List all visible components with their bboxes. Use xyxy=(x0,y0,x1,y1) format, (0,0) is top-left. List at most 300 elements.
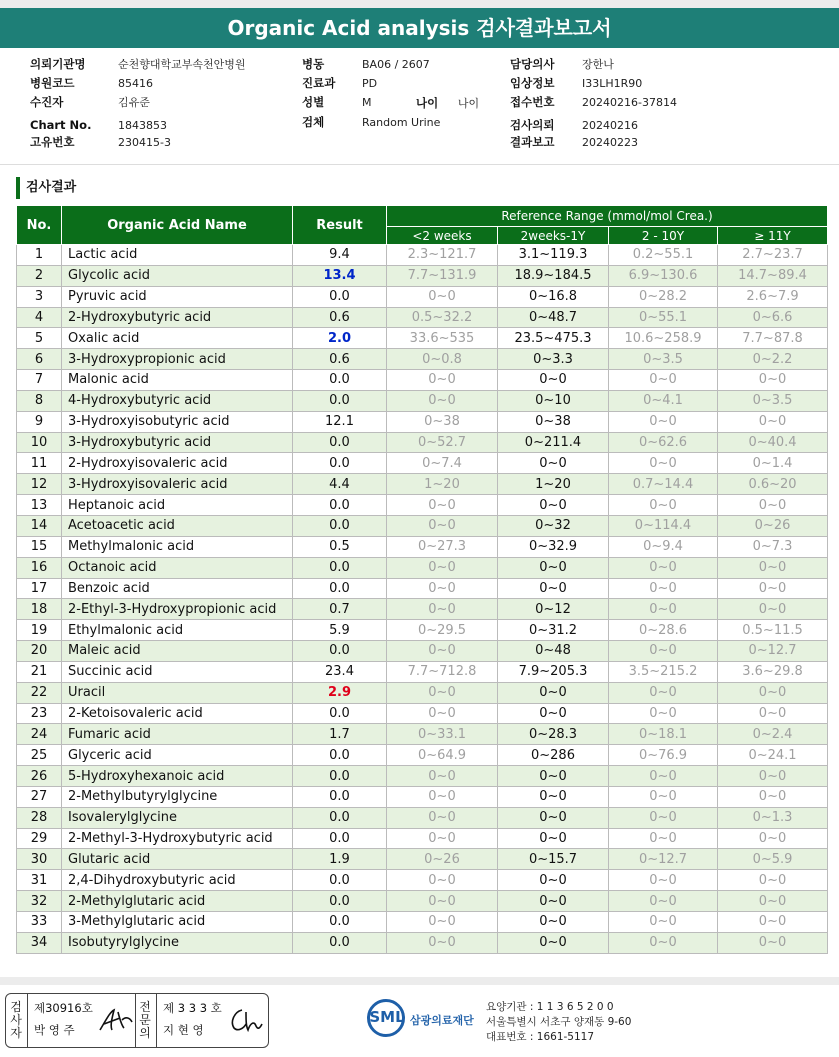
ref-2weeks-1y: 0~0 xyxy=(498,891,609,912)
ref-2-10y: 0~0 xyxy=(609,411,718,432)
ref-2weeks-1y: 0~0 xyxy=(498,807,609,828)
ref-lt-2-weeks: 33.6~535 xyxy=(387,328,498,349)
row-no: 4 xyxy=(17,307,62,328)
ref-lt-2-weeks: 0~0 xyxy=(387,578,498,599)
ref-lt-2-weeks: 0~0 xyxy=(387,557,498,578)
info-value: 20240223 xyxy=(582,136,638,149)
ref-ge-11y: 0~26 xyxy=(718,515,828,536)
row-no: 16 xyxy=(17,557,62,578)
ref-2weeks-1y: 0~0 xyxy=(498,370,609,391)
logo-text: SML xyxy=(369,1008,405,1026)
result-value: 0.0 xyxy=(293,557,387,578)
ref-2-10y: 0~0 xyxy=(609,828,718,849)
ref-2weeks-1y: 0~0 xyxy=(498,578,609,599)
ref-2weeks-1y: 0~0 xyxy=(498,828,609,849)
result-value: 9.4 xyxy=(293,245,387,266)
ref-ge-11y: 0~0 xyxy=(718,495,828,516)
acid-name: 2-Hydroxyisovaleric acid xyxy=(62,453,293,474)
divider xyxy=(27,994,28,1047)
result-value: 2.0 xyxy=(293,328,387,349)
specialist-label: 전문의 xyxy=(139,1000,151,1040)
result-value: 0.5 xyxy=(293,536,387,557)
info-label: 담당의사 xyxy=(510,57,555,71)
organization-info xyxy=(486,1000,631,1045)
acid-name: Lactic acid xyxy=(62,245,293,266)
ref-ge-11y: 0~0 xyxy=(718,870,828,891)
ref-ge-11y: 0~2.4 xyxy=(718,724,828,745)
ref-2weeks-1y: 0~0 xyxy=(498,870,609,891)
ref-2-10y: 3.5~215.2 xyxy=(609,661,718,682)
table-row xyxy=(17,661,828,682)
ref-lt-2-weeks: 0~0 xyxy=(387,786,498,807)
acid-name: 2-Methylglutaric acid xyxy=(62,891,293,912)
row-no: 25 xyxy=(17,745,62,766)
row-no: 1 xyxy=(17,245,62,266)
ref-ge-11y: 0~6.6 xyxy=(718,307,828,328)
ref-2weeks-1y: 0~0 xyxy=(498,703,609,724)
acid-name: 3-Hydroxyisovaleric acid xyxy=(62,474,293,495)
age-field xyxy=(416,94,506,114)
info-value: PD xyxy=(362,77,378,90)
ref-ge-11y: 7.7~87.8 xyxy=(718,328,828,349)
ref-ge-11y: 0~1.4 xyxy=(718,453,828,474)
ref-2weeks-1y: 0~32.9 xyxy=(498,536,609,557)
ref-ge-11y: 0~5.9 xyxy=(718,849,828,870)
ref-2-10y: 0~76.9 xyxy=(609,745,718,766)
table-row xyxy=(17,599,828,620)
inspector-name: 박 영 주 xyxy=(34,1023,75,1037)
table-row xyxy=(17,307,828,328)
ref-2weeks-1y: 0~28.3 xyxy=(498,724,609,745)
row-no: 11 xyxy=(17,453,62,474)
result-value: 0.0 xyxy=(293,891,387,912)
table-row xyxy=(17,682,828,703)
ref-lt-2-weeks: 0~0 xyxy=(387,703,498,724)
acid-name: Uracil xyxy=(62,682,293,703)
acid-name: Isovalerylglycine xyxy=(62,807,293,828)
info-value: I33LH1R90 xyxy=(582,77,643,90)
acid-name: Acetoacetic acid xyxy=(62,515,293,536)
inspector-license-no: 제30916호 xyxy=(34,1001,93,1015)
ref-2-10y: 0~0 xyxy=(609,557,718,578)
row-no: 32 xyxy=(17,891,62,912)
ref-2-10y: 0~0 xyxy=(609,807,718,828)
ref-2-10y: 0~0 xyxy=(609,870,718,891)
ref-lt-2-weeks: 0~0 xyxy=(387,891,498,912)
row-no: 20 xyxy=(17,641,62,662)
ref-ge-11y: 0~24.1 xyxy=(718,745,828,766)
ref-ge-11y: 0~1.3 xyxy=(718,807,828,828)
table-row xyxy=(17,411,828,432)
result-value: 0.0 xyxy=(293,286,387,307)
ref-2weeks-1y: 0~286 xyxy=(498,745,609,766)
ref-2weeks-1y: 1~20 xyxy=(498,474,609,495)
ref-2weeks-1y: 0~0 xyxy=(498,932,609,953)
ref-ge-11y: 0~0 xyxy=(718,411,828,432)
ref-2weeks-1y: 0~16.8 xyxy=(498,286,609,307)
row-no: 31 xyxy=(17,870,62,891)
ref-ge-11y: 2.6~7.9 xyxy=(718,286,828,307)
info-label: 검체 xyxy=(302,115,325,129)
acid-name: Fumaric acid xyxy=(62,724,293,745)
row-no: 27 xyxy=(17,786,62,807)
ref-2weeks-1y: 0~0 xyxy=(498,786,609,807)
ref-2-10y: 10.6~258.9 xyxy=(609,328,718,349)
table-row xyxy=(17,536,828,557)
info-label: 성별 xyxy=(302,95,325,109)
table-row xyxy=(17,557,828,578)
ref-2-10y: 0~18.1 xyxy=(609,724,718,745)
ref-lt-2-weeks: 0~0 xyxy=(387,286,498,307)
row-no: 9 xyxy=(17,411,62,432)
acid-name: 3-Hydroxyisobutyric acid xyxy=(62,411,293,432)
ref-ge-11y: 0~2.2 xyxy=(718,349,828,370)
logo-org-name: 삼광의료재단 xyxy=(410,1014,474,1027)
ref-2weeks-1y: 0~0 xyxy=(498,766,609,787)
result-value: 12.1 xyxy=(293,411,387,432)
result-value: 0.0 xyxy=(293,390,387,411)
table-row xyxy=(17,495,828,516)
specialist-name: 지 현 영 xyxy=(163,1023,204,1037)
table-row xyxy=(17,432,828,453)
ref-ge-11y: 0~0 xyxy=(718,557,828,578)
ref-2-10y: 0.2~55.1 xyxy=(609,245,718,266)
table-row xyxy=(17,891,828,912)
row-no: 10 xyxy=(17,432,62,453)
table-row xyxy=(17,328,828,349)
ref-2-10y: 0~0 xyxy=(609,370,718,391)
row-no: 5 xyxy=(17,328,62,349)
ref-2weeks-1y: 3.1~119.3 xyxy=(498,245,609,266)
header-ref-2weeks-1y: 2weeks-1Y xyxy=(498,227,609,245)
result-value: 0.0 xyxy=(293,495,387,516)
ref-lt-2-weeks: 0~26 xyxy=(387,849,498,870)
ref-lt-2-weeks: 0~0 xyxy=(387,390,498,411)
table-row xyxy=(17,849,828,870)
ref-2-10y: 0~0 xyxy=(609,703,718,724)
ref-2weeks-1y: 0~10 xyxy=(498,390,609,411)
ref-ge-11y: 0~0 xyxy=(718,682,828,703)
ref-2weeks-1y: 0~0 xyxy=(498,453,609,474)
table-row xyxy=(17,286,828,307)
ref-2-10y: 0~0 xyxy=(609,912,718,933)
info-label: 고유번호 xyxy=(30,135,75,149)
result-value: 1.7 xyxy=(293,724,387,745)
acid-name: 3-Hydroxypropionic acid xyxy=(62,349,293,370)
ref-2-10y: 0~0 xyxy=(609,599,718,620)
ref-2weeks-1y: 0~211.4 xyxy=(498,432,609,453)
ref-2-10y: 0~0 xyxy=(609,786,718,807)
info-row xyxy=(30,74,246,93)
info-value: 순천향대학교부속천안병원 xyxy=(118,58,246,71)
divider xyxy=(0,164,839,165)
ref-2-10y: 0~62.6 xyxy=(609,432,718,453)
info-row xyxy=(510,116,677,133)
info-column-1 xyxy=(30,55,246,152)
ref-lt-2-weeks: 0~0 xyxy=(387,682,498,703)
acid-name: Maleic acid xyxy=(62,641,293,662)
result-value: 1.9 xyxy=(293,849,387,870)
report-title: Organic Acid analysis 검사결과보고서 xyxy=(0,8,839,48)
row-no: 18 xyxy=(17,599,62,620)
ref-ge-11y: 0~3.5 xyxy=(718,390,828,411)
acid-name: Pyruvic acid xyxy=(62,286,293,307)
ref-lt-2-weeks: 0~0 xyxy=(387,932,498,953)
info-label: 접수번호 xyxy=(510,95,555,109)
row-no: 17 xyxy=(17,578,62,599)
info-value: 230415-3 xyxy=(118,136,171,149)
ref-2weeks-1y: 0~15.7 xyxy=(498,849,609,870)
table-row xyxy=(17,766,828,787)
ref-lt-2-weeks: 0.5~32.2 xyxy=(387,307,498,328)
row-no: 3 xyxy=(17,286,62,307)
acid-name: Glutaric acid xyxy=(62,849,293,870)
inspector-signature xyxy=(98,1006,134,1034)
row-no: 13 xyxy=(17,495,62,516)
info-label: 검사의뢰 xyxy=(510,118,555,132)
ref-ge-11y: 0~0 xyxy=(718,932,828,953)
row-no: 19 xyxy=(17,620,62,641)
ref-2-10y: 0~0 xyxy=(609,495,718,516)
org-line-3: 대표번호 : 1661-5117 xyxy=(486,1031,595,1043)
info-row xyxy=(302,74,440,93)
ref-ge-11y: 0~12.7 xyxy=(718,641,828,662)
header-ref-2-10y: 2 - 10Y xyxy=(609,227,718,245)
ref-2-10y: 0~0 xyxy=(609,891,718,912)
info-label: 임상정보 xyxy=(510,76,555,90)
result-value: 0.0 xyxy=(293,828,387,849)
acid-name: 5-Hydroxyhexanoic acid xyxy=(62,766,293,787)
divider xyxy=(135,994,136,1047)
row-no: 24 xyxy=(17,724,62,745)
table-row xyxy=(17,390,828,411)
ref-lt-2-weeks: 0~33.1 xyxy=(387,724,498,745)
result-value: 0.6 xyxy=(293,307,387,328)
info-row xyxy=(30,116,246,133)
result-value: 4.4 xyxy=(293,474,387,495)
info-label: Chart No. xyxy=(30,118,92,132)
ref-ge-11y: 0~0 xyxy=(718,370,828,391)
acid-name: 2-Methylbutyrylglycine xyxy=(62,786,293,807)
ref-2-10y: 0~0 xyxy=(609,932,718,953)
result-value: 0.0 xyxy=(293,786,387,807)
header-ref-lt-2-weeks: <2 weeks xyxy=(387,227,498,245)
ref-lt-2-weeks: 1~20 xyxy=(387,474,498,495)
specialist-license-no: 제 3 3 3 호 xyxy=(163,1001,222,1015)
info-value: 20240216 xyxy=(582,119,638,132)
ref-ge-11y: 0~0 xyxy=(718,578,828,599)
table-row xyxy=(17,578,828,599)
ref-2-10y: 0.7~14.4 xyxy=(609,474,718,495)
table-row xyxy=(17,912,828,933)
row-no: 2 xyxy=(17,265,62,286)
acid-name: Ethylmalonic acid xyxy=(62,620,293,641)
acid-name: Benzoic acid xyxy=(62,578,293,599)
ref-lt-2-weeks: 0~64.9 xyxy=(387,745,498,766)
ref-lt-2-weeks: 7.7~131.9 xyxy=(387,265,498,286)
acid-name: 3-Hydroxybutyric acid xyxy=(62,432,293,453)
ref-ge-11y: 0~0 xyxy=(718,891,828,912)
ref-2-10y: 0~4.1 xyxy=(609,390,718,411)
ref-lt-2-weeks: 0~27.3 xyxy=(387,536,498,557)
header-reference-range: Reference Range (mmol/mol Crea.) xyxy=(387,206,828,227)
info-value: 1843853 xyxy=(118,119,167,132)
table-row xyxy=(17,828,828,849)
ref-2weeks-1y: 0~31.2 xyxy=(498,620,609,641)
ref-2weeks-1y: 0~12 xyxy=(498,599,609,620)
result-value: 0.0 xyxy=(293,745,387,766)
ref-lt-2-weeks: 0~0 xyxy=(387,870,498,891)
ref-ge-11y: 0~0 xyxy=(718,786,828,807)
info-value: 장한나 xyxy=(582,58,614,71)
table-row xyxy=(17,349,828,370)
result-value: 0.7 xyxy=(293,599,387,620)
row-no: 14 xyxy=(17,515,62,536)
specialist-signature xyxy=(228,1006,264,1034)
section-title: 검사결과 xyxy=(16,177,76,199)
info-row xyxy=(30,93,246,116)
ref-ge-11y: 0.6~20 xyxy=(718,474,828,495)
info-label: 의뢰기관명 xyxy=(30,57,86,71)
result-value: 0.0 xyxy=(293,807,387,828)
result-value: 0.0 xyxy=(293,641,387,662)
info-row xyxy=(30,55,246,74)
table-row xyxy=(17,370,828,391)
header-no: No. xyxy=(17,206,62,245)
ref-2weeks-1y: 0~32 xyxy=(498,515,609,536)
ref-2weeks-1y: 0~0 xyxy=(498,682,609,703)
ref-lt-2-weeks: 0~0 xyxy=(387,495,498,516)
info-value: Random Urine xyxy=(362,116,441,129)
acid-name: 2-Ketoisovaleric acid xyxy=(62,703,293,724)
row-no: 30 xyxy=(17,849,62,870)
result-value: 0.0 xyxy=(293,766,387,787)
ref-ge-11y: 2.7~23.7 xyxy=(718,245,828,266)
ref-2weeks-1y: 7.9~205.3 xyxy=(498,661,609,682)
ref-lt-2-weeks: 0~0 xyxy=(387,515,498,536)
table-row xyxy=(17,515,828,536)
ref-lt-2-weeks: 0~0 xyxy=(387,828,498,849)
results-table xyxy=(16,205,828,954)
results-body xyxy=(17,245,828,954)
ref-2-10y: 0~0 xyxy=(609,766,718,787)
result-value: 0.0 xyxy=(293,515,387,536)
header-ref-ge-11y: ≥ 11Y xyxy=(718,227,828,245)
info-label: 진료과 xyxy=(302,76,336,90)
table-row xyxy=(17,724,828,745)
ref-2-10y: 0~12.7 xyxy=(609,849,718,870)
result-value: 0.0 xyxy=(293,912,387,933)
age-label: 나이 xyxy=(416,96,439,110)
table-row xyxy=(17,870,828,891)
acid-name: Oxalic acid xyxy=(62,328,293,349)
result-value: 0.0 xyxy=(293,453,387,474)
signature-box xyxy=(5,993,269,1048)
result-value: 5.9 xyxy=(293,620,387,641)
header-name: Organic Acid Name xyxy=(62,206,293,245)
table-row xyxy=(17,786,828,807)
ref-2-10y: 6.9~130.6 xyxy=(609,265,718,286)
result-value: 0.0 xyxy=(293,870,387,891)
info-label: 결과보고 xyxy=(510,135,555,149)
info-row xyxy=(30,133,246,152)
age-value: 나이 xyxy=(457,97,480,110)
info-value: 20240216-37814 xyxy=(582,96,677,109)
ref-ge-11y: 0~0 xyxy=(718,599,828,620)
ref-2weeks-1y: 0~48 xyxy=(498,641,609,662)
info-row xyxy=(302,55,440,74)
ref-lt-2-weeks: 0~52.7 xyxy=(387,432,498,453)
header-result: Result xyxy=(293,206,387,245)
info-row xyxy=(302,113,440,132)
table-row xyxy=(17,932,828,953)
ref-2weeks-1y: 0~0 xyxy=(498,557,609,578)
table-row xyxy=(17,265,828,286)
ref-2weeks-1y: 23.5~475.3 xyxy=(498,328,609,349)
acid-name: Isobutyrylglycine xyxy=(62,932,293,953)
ref-2-10y: 0~3.5 xyxy=(609,349,718,370)
org-line-2: 서울특별시 서초구 양재동 9-60 xyxy=(486,1016,632,1028)
table-row xyxy=(17,745,828,766)
ref-ge-11y: 0~0 xyxy=(718,703,828,724)
acid-name: Succinic acid xyxy=(62,661,293,682)
ref-2-10y: 0~0 xyxy=(609,578,718,599)
result-value: 0.0 xyxy=(293,370,387,391)
row-no: 34 xyxy=(17,932,62,953)
info-row xyxy=(510,93,677,116)
ref-lt-2-weeks: 0~0.8 xyxy=(387,349,498,370)
ref-2-10y: 0~114.4 xyxy=(609,515,718,536)
info-label: 병원코드 xyxy=(30,76,75,90)
row-no: 15 xyxy=(17,536,62,557)
info-label: 수진자 xyxy=(30,95,64,109)
row-no: 28 xyxy=(17,807,62,828)
ref-ge-11y: 0~0 xyxy=(718,912,828,933)
ref-2weeks-1y: 0~3.3 xyxy=(498,349,609,370)
ref-ge-11y: 0~7.3 xyxy=(718,536,828,557)
row-no: 33 xyxy=(17,912,62,933)
info-row xyxy=(510,133,677,152)
acid-name: 4-Hydroxybutyric acid xyxy=(62,390,293,411)
info-value: 김유준 xyxy=(118,96,150,109)
table-row xyxy=(17,703,828,724)
info-value: M xyxy=(362,96,372,109)
ref-lt-2-weeks: 0~29.5 xyxy=(387,620,498,641)
ref-lt-2-weeks: 0~7.4 xyxy=(387,453,498,474)
ref-lt-2-weeks: 0~0 xyxy=(387,766,498,787)
ref-2-10y: 0~28.6 xyxy=(609,620,718,641)
row-no: 22 xyxy=(17,682,62,703)
table-row xyxy=(17,474,828,495)
divider xyxy=(156,994,157,1047)
ref-2-10y: 0~0 xyxy=(609,682,718,703)
row-no: 21 xyxy=(17,661,62,682)
ref-lt-2-weeks: 7.7~712.8 xyxy=(387,661,498,682)
table-row xyxy=(17,620,828,641)
ref-2-10y: 0~9.4 xyxy=(609,536,718,557)
ref-lt-2-weeks: 0~0 xyxy=(387,807,498,828)
acid-name: 2-Hydroxybutyric acid xyxy=(62,307,293,328)
table-row xyxy=(17,245,828,266)
row-no: 6 xyxy=(17,349,62,370)
ref-ge-11y: 3.6~29.8 xyxy=(718,661,828,682)
ref-lt-2-weeks: 0~0 xyxy=(387,912,498,933)
row-no: 26 xyxy=(17,766,62,787)
info-row xyxy=(510,74,677,93)
info-column-3 xyxy=(510,55,677,152)
acid-name: Heptanoic acid xyxy=(62,495,293,516)
ref-ge-11y: 0~40.4 xyxy=(718,432,828,453)
